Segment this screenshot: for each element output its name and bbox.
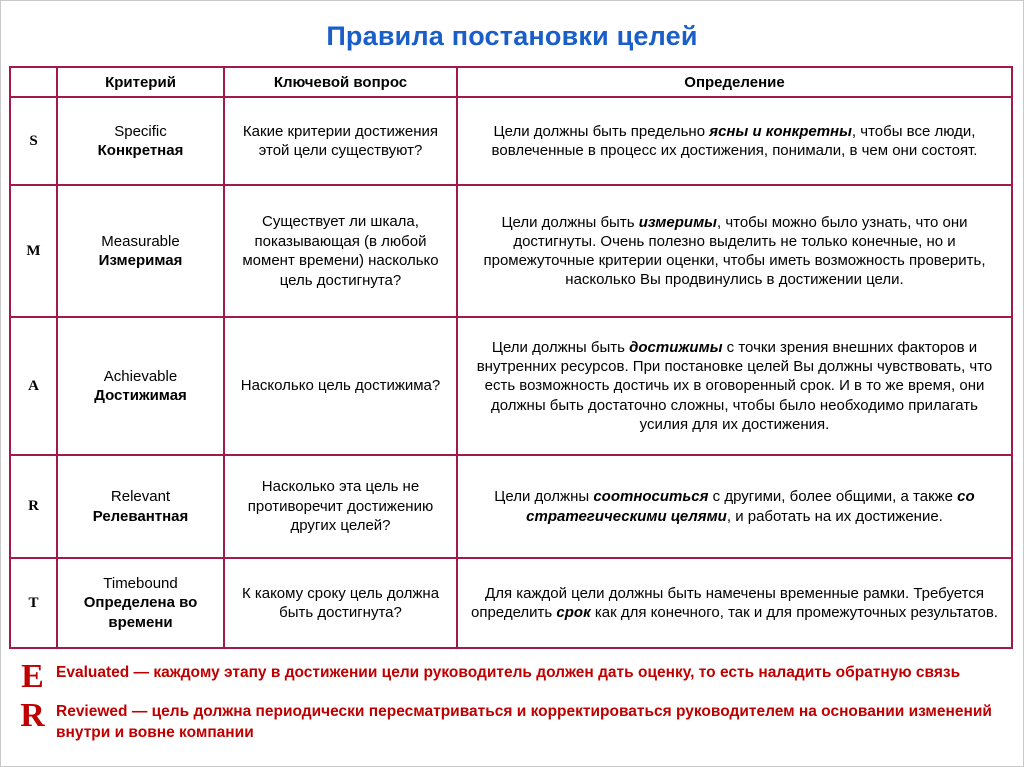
definition-cell: Цели должны быть достижимы с точки зрения внешних факторов и внутренних ресурсов. При постановке целей Вы должны чувствовать, что есть возможность достичь их в оговоренный срок. И в то же время, они должны быть достаточно сложны, чтобы было необходимо прилагать усилия для их достижения. [457, 317, 1012, 455]
criterion-cell [57, 558, 224, 648]
criterion-russian: Измеримая [98, 252, 183, 269]
column-header-definition: Определение [457, 67, 1012, 97]
criterion-cell [57, 317, 224, 455]
smart-letter-s: S [10, 97, 57, 185]
table-row-timebound [10, 558, 1012, 648]
criterion-russian: Релевантная [92, 507, 189, 525]
column-header-question: Ключевой вопрос [224, 67, 457, 97]
definition-cell: Цели должны быть предельно ясны и конкретны, чтобы все люди, вовлеченные в процесс их достижения, понимали, в чем они состоят. [457, 97, 1012, 185]
criterion-english: Relevant [110, 488, 171, 505]
definition-cell: Цели должны соотноситься с другими, более общими, а также со стратегическими целями, и работать на их достижение. [457, 455, 1012, 558]
table-row-relevant [10, 455, 1012, 558]
smart-letter-r: R [10, 455, 57, 558]
smart-letter-t: T [10, 558, 57, 648]
criterion-russian: Конкретная [97, 142, 184, 159]
header-letter-spacer [10, 67, 57, 97]
definition-cell: Цели должны быть измеримы, чтобы можно было узнать, что они достигнуты. Очень полезно выделить не только конечные, но и промежуточные критерии оценки, чтобы иметь возможность проверить, насколько Вы продвинулись в достижении цели. [457, 185, 1012, 317]
criterion-english: Achievable [103, 367, 178, 385]
footnote-term: Evaluated [56, 664, 130, 681]
criterion-english: Specific [114, 122, 167, 140]
criterion-russian: Достижимая [94, 387, 187, 404]
footnote-letter-r: R [20, 697, 45, 735]
criterion-english: Timebound [103, 574, 178, 592]
table-row-achievable [10, 317, 1012, 455]
footnote-text [56, 661, 1023, 684]
footnote-evaluated [9, 658, 1023, 695]
table-row-specific [10, 97, 1012, 185]
footnote-text [56, 700, 1023, 744]
criterion-cell [57, 455, 224, 558]
page-title: Правила постановки целей [326, 21, 698, 51]
question-cell: Насколько цель достижима? [224, 317, 457, 455]
question-cell: К какому сроку цель должна быть достигнута? [224, 558, 457, 648]
footnote-body: — каждому этапу в достижении цели руководитель должен дать оценку, то есть наладить обратную связь [129, 664, 961, 681]
criterion-english: Measurable [101, 232, 180, 250]
footnote-reviewed [9, 697, 1023, 744]
question-cell: Существует ли шкала, показывающая (в любой момент времени) насколько цель достигнута? [224, 185, 457, 317]
table-row-measurable [10, 185, 1012, 317]
smart-letter-m: M [10, 185, 57, 317]
footnote-letter-e: E [21, 658, 44, 695]
question-cell: Какие критерии достижения этой цели существуют? [224, 97, 457, 185]
footnote-body: — цель должна периодически пересматриваться и корректироваться руководителем на основании изменений внутри и вовне компании [56, 703, 992, 742]
question-cell: Насколько эта цель не противоречит достижению других целей? [224, 455, 457, 558]
smart-letter-a: A [10, 317, 57, 455]
footnote-term: Reviewed [56, 703, 128, 721]
table-header-row [10, 67, 1012, 97]
footnotes-section [9, 658, 1023, 744]
smart-goals-table [9, 66, 1013, 649]
criterion-cell [57, 97, 224, 185]
criterion-cell [57, 185, 224, 317]
definition-cell: Для каждой цели должны быть намечены временные рамки. Требуется определить срок как для конечного, так и для промежуточных результатов. [457, 558, 1012, 648]
criterion-russian: Определена во времени [83, 594, 198, 631]
column-header-criterion: Критерий [57, 67, 224, 97]
